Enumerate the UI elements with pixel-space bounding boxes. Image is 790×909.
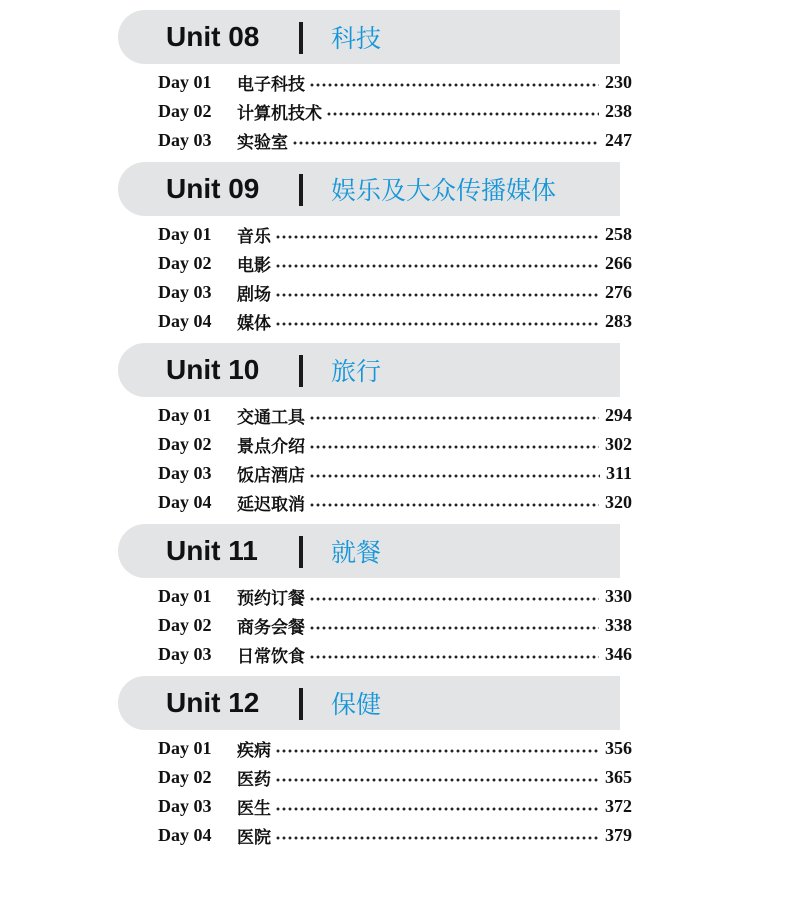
day-topic: 电影 [237, 256, 271, 276]
toc-entry[interactable] [158, 68, 632, 97]
toc-entry[interactable] [158, 734, 632, 763]
day-label: Day 02 [158, 434, 212, 454]
page-number: 311 [605, 463, 632, 483]
page-number: 230 [605, 72, 632, 92]
day-topic: 媒体 [237, 314, 271, 334]
dot-leader [309, 655, 599, 659]
unit-number: Unit 10 [166, 354, 260, 385]
day-label: Day 03 [158, 282, 212, 302]
toc-entry[interactable] [158, 763, 632, 792]
day-label: Day 03 [158, 796, 212, 816]
day-list [0, 397, 790, 517]
day-label: Day 01 [158, 405, 212, 425]
day-label: Day 02 [158, 101, 212, 121]
page-number: 320 [605, 492, 632, 512]
unit-title: 保健 [331, 690, 382, 719]
toc-entry[interactable] [158, 126, 632, 155]
page-number: 266 [605, 253, 632, 273]
day-label: Day 01 [158, 586, 212, 606]
unit-title: 科技 [331, 24, 382, 53]
day-topic: 交通工具 [237, 408, 305, 428]
page-number: 338 [605, 615, 632, 635]
toc-entry[interactable] [158, 792, 632, 821]
toc-entry[interactable] [158, 278, 632, 307]
day-list [0, 64, 790, 155]
unit-number: Unit 09 [166, 173, 260, 204]
day-label: Day 02 [158, 767, 212, 787]
toc-entry[interactable] [158, 459, 632, 488]
dot-leader [275, 264, 599, 268]
page-number: 330 [605, 586, 632, 606]
page-number: 258 [605, 224, 632, 244]
toc-entry[interactable] [158, 611, 632, 640]
day-topic: 计算机技术 [237, 104, 322, 124]
day-topic: 景点介绍 [237, 437, 305, 457]
dot-leader [309, 626, 599, 630]
day-label: Day 04 [158, 492, 212, 512]
toc-entry[interactable] [158, 821, 632, 850]
dot-leader [275, 778, 599, 782]
day-topic: 疾病 [237, 741, 271, 761]
dot-leader [309, 474, 600, 478]
dot-leader [275, 322, 599, 326]
unit-divider [299, 174, 303, 206]
toc-entry[interactable] [158, 220, 632, 249]
unit-number: Unit 12 [166, 687, 260, 718]
day-list [0, 578, 790, 669]
dot-leader [309, 445, 599, 449]
page-number: 302 [605, 434, 632, 454]
unit-divider [299, 22, 303, 54]
day-label: Day 01 [158, 224, 212, 244]
day-topic: 日常饮食 [237, 647, 305, 667]
unit-divider [299, 536, 303, 568]
toc-entry[interactable] [158, 97, 632, 126]
day-topic: 音乐 [237, 227, 271, 247]
day-topic: 实验室 [237, 133, 288, 153]
day-topic: 电子科技 [237, 75, 305, 95]
unit-section [0, 10, 790, 155]
day-topic: 延迟取消 [237, 495, 305, 515]
page-number: 365 [605, 767, 632, 787]
unit-title: 旅行 [331, 357, 382, 386]
dot-leader [275, 235, 599, 239]
dot-leader [292, 141, 599, 145]
unit-number: Unit 08 [166, 21, 260, 52]
day-label: Day 04 [158, 825, 212, 845]
dot-leader [275, 807, 599, 811]
table-of-contents [0, 10, 790, 857]
unit-title: 娱乐及大众传播媒体 [331, 176, 557, 205]
unit-section [0, 162, 790, 336]
page-number: 283 [605, 311, 632, 331]
unit-section [0, 343, 790, 517]
day-topic: 医药 [237, 770, 271, 790]
unit-section [0, 676, 790, 850]
unit-number: Unit 11 [166, 535, 258, 566]
day-label: Day 02 [158, 615, 212, 635]
page-number: 276 [605, 282, 632, 302]
toc-entry[interactable] [158, 488, 632, 517]
toc-entry[interactable] [158, 307, 632, 336]
unit-header [118, 524, 620, 578]
day-topic: 医院 [237, 828, 271, 848]
page-number: 238 [605, 101, 632, 121]
unit-divider [299, 355, 303, 387]
day-label: Day 04 [158, 311, 212, 331]
day-topic: 医生 [237, 799, 271, 819]
dot-leader [309, 83, 599, 87]
page-number: 356 [605, 738, 632, 758]
unit-header [118, 10, 620, 64]
unit-header [118, 162, 620, 216]
page-number: 346 [605, 644, 632, 664]
unit-title: 就餐 [331, 538, 382, 567]
unit-divider [299, 688, 303, 720]
dot-leader [309, 597, 599, 601]
day-label: Day 03 [158, 463, 212, 483]
dot-leader [275, 293, 599, 297]
dot-leader [326, 112, 599, 116]
day-list [0, 216, 790, 336]
page-number: 294 [605, 405, 632, 425]
day-label: Day 03 [158, 130, 212, 150]
day-topic: 饭店酒店 [237, 466, 305, 486]
toc-entry[interactable] [158, 582, 632, 611]
day-label: Day 02 [158, 253, 212, 273]
dot-leader [275, 749, 599, 753]
unit-header [118, 676, 620, 730]
page-number: 379 [605, 825, 632, 845]
day-topic: 预约订餐 [237, 589, 305, 609]
day-label: Day 01 [158, 72, 212, 92]
toc-entry[interactable] [158, 640, 632, 669]
day-list [0, 730, 790, 850]
dot-leader [309, 416, 599, 420]
day-topic: 商务会餐 [237, 618, 305, 638]
toc-entry[interactable] [158, 430, 632, 459]
day-label: Day 01 [158, 738, 212, 758]
day-topic: 剧场 [237, 285, 271, 305]
page-number: 247 [605, 130, 632, 150]
unit-header [118, 343, 620, 397]
toc-entry[interactable] [158, 249, 632, 278]
page-number: 372 [605, 796, 632, 816]
toc-entry[interactable] [158, 401, 632, 430]
dot-leader [309, 503, 599, 507]
unit-section [0, 524, 790, 669]
dot-leader [275, 836, 599, 840]
day-label: Day 03 [158, 644, 212, 664]
